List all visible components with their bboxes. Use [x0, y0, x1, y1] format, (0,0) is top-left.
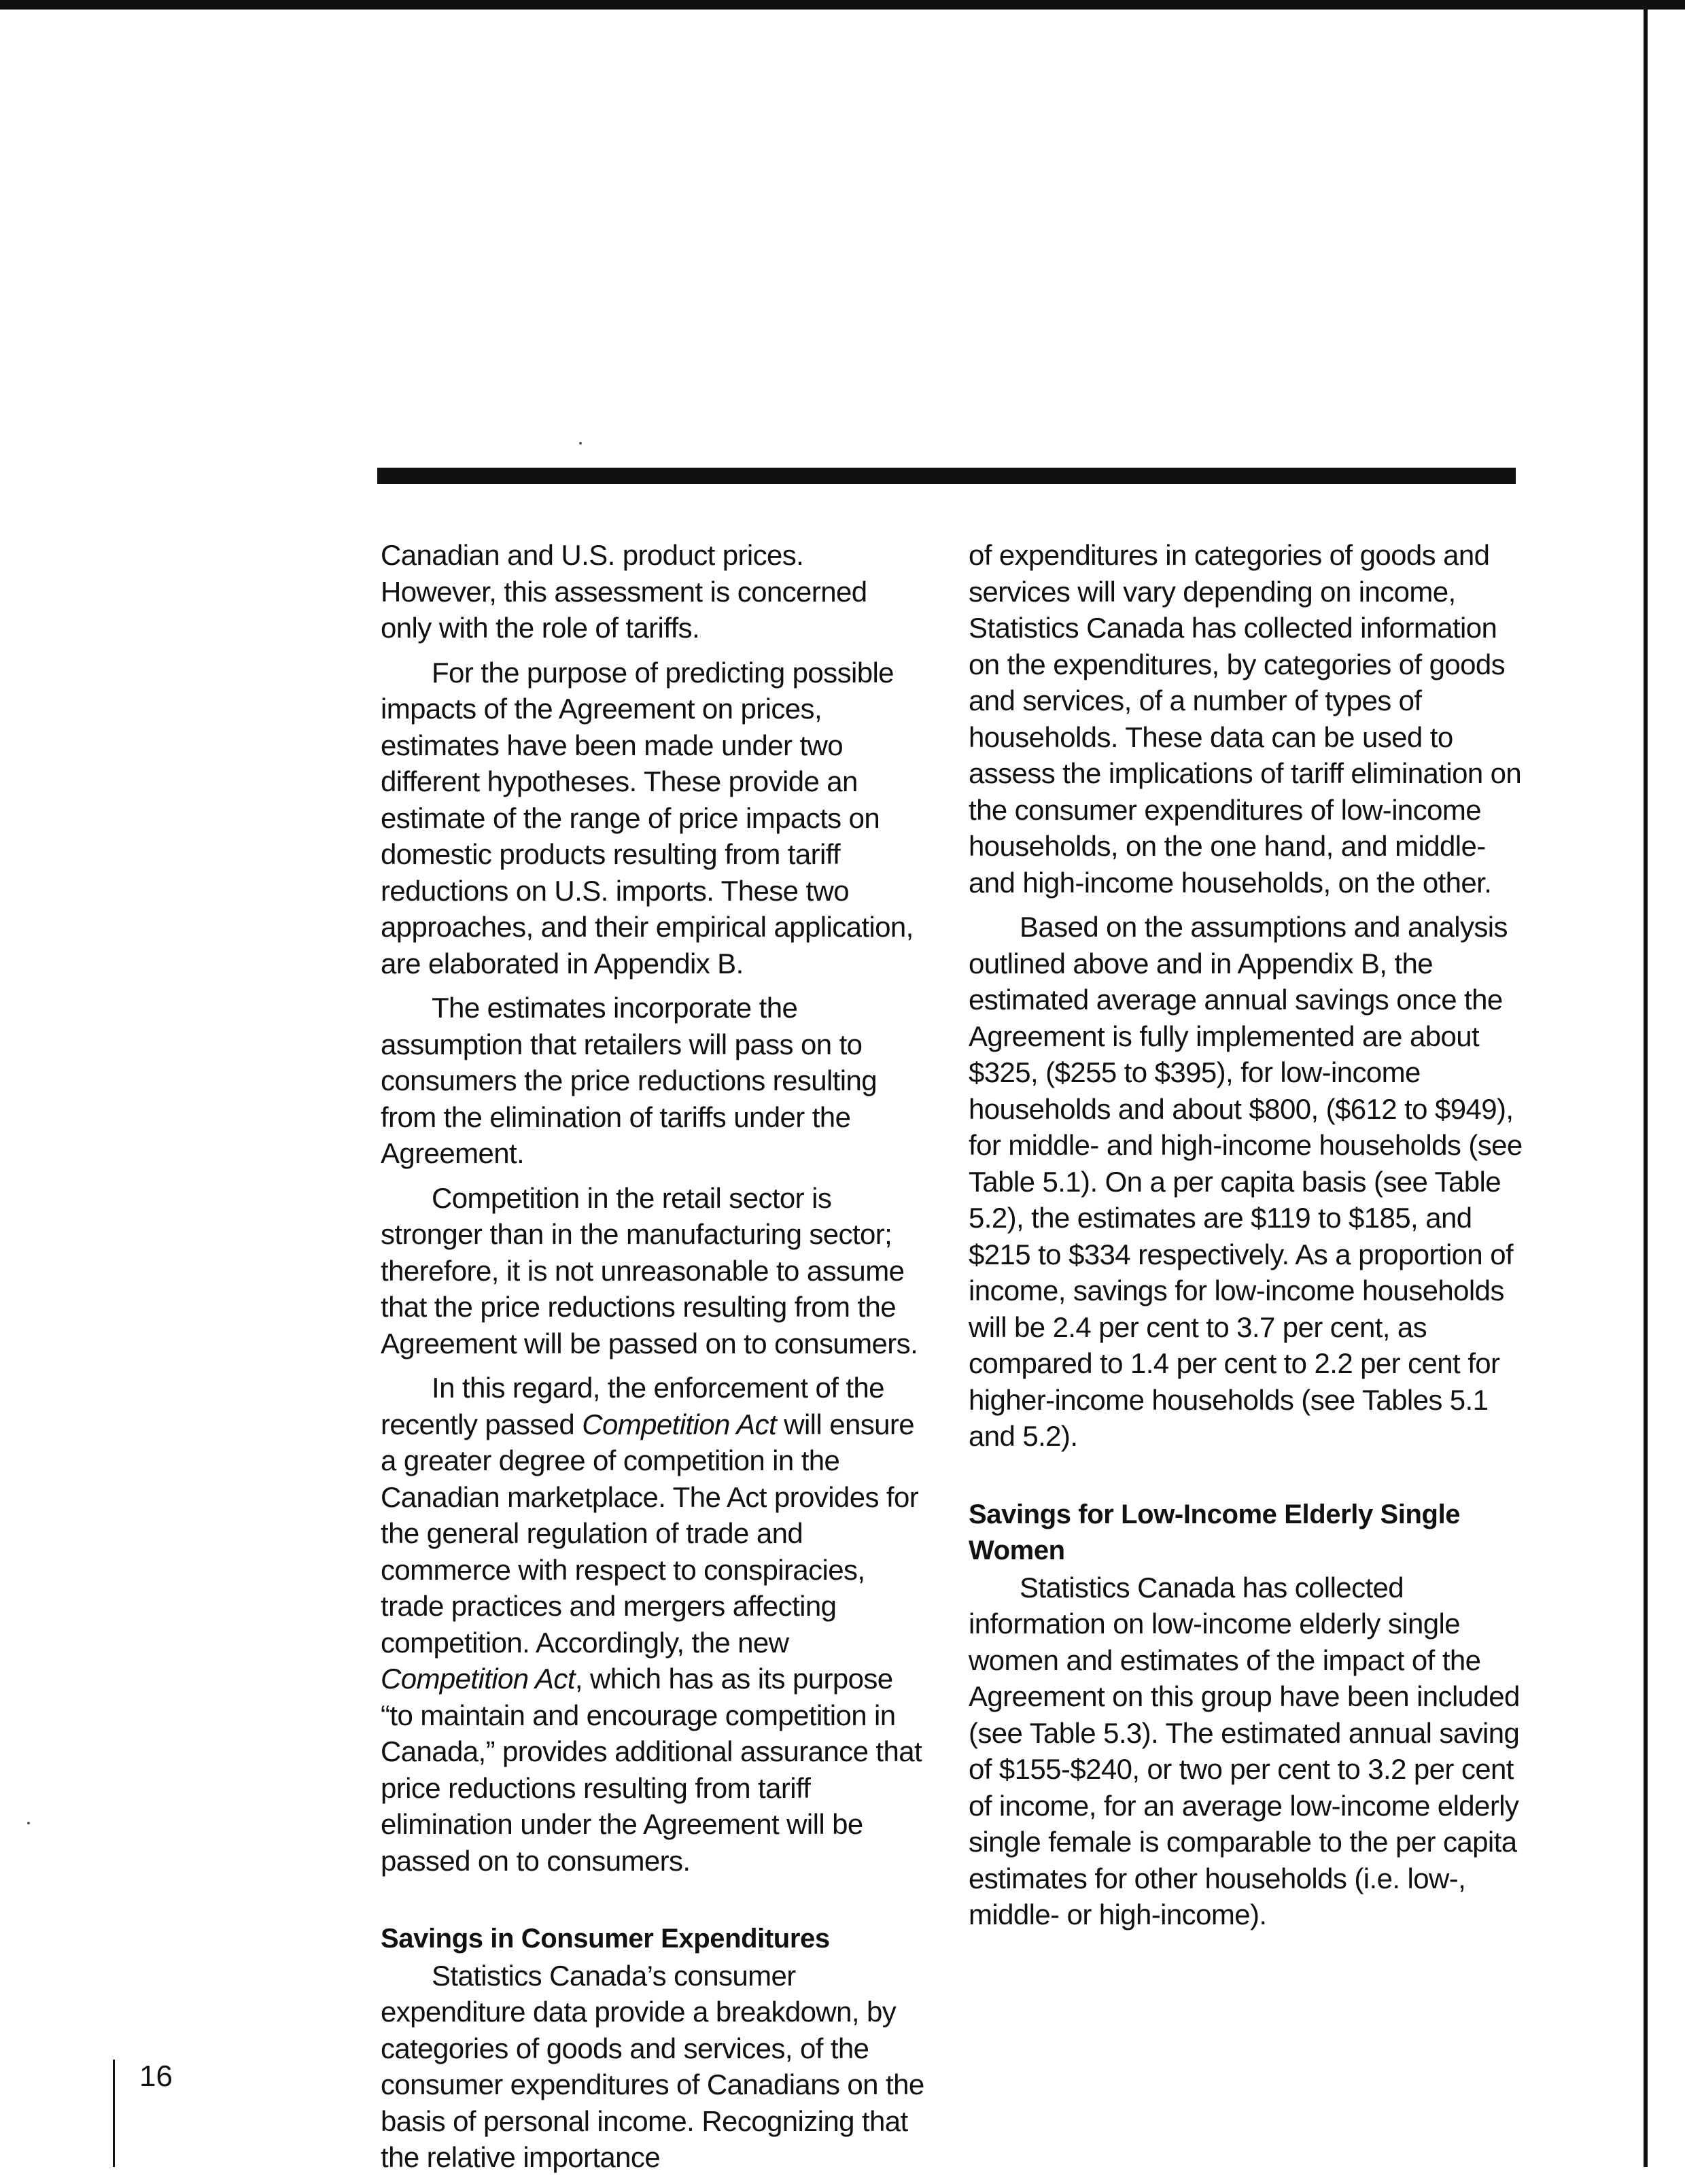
- paragraph: of expenditures in categories of goods and services will vary depending on income, Statistics Canada has collected information on the expenditures, by categories of goods and services, of a number of types of households. These data can be used to assess the implications of tariff elimination on the consumer expenditures of low-income households, on the one hand, and middle- and high-income households, on the other.: [969, 539, 1522, 899]
- act-title: Competition Act: [582, 1408, 777, 1440]
- paragraph: The estimates incorporate the assumption that retailers will pass on to consumers the price reductions resulting from the elimination of tariffs under the Agreement.: [381, 992, 878, 1169]
- section-heading: Savings in Consumer Expenditures: [381, 1924, 830, 1954]
- left-column: [381, 537, 924, 2184]
- scan-speck: [579, 442, 582, 445]
- paragraph: Statistics Canada has collected information on low-income elderly single women and estimates of the impact of the Agreement on this group have been included (see Table 5.3). The estimated annual saving of $155-$240, or two per cent to 3.2 per cent of income, for an average low-income elderly single female is comparable to the per capita estimates for other households (i.e. low-, middle- or high-income).: [969, 1571, 1520, 1930]
- text-run: , which has as its purpose “to maintain and encourage competition in Canada,” provides additional assurance that price reductions resulting from tariff elimination under the Agreement will be passed on to consumers.: [381, 1663, 922, 1877]
- paragraph: Based on the assumptions and analysis outlined above and in Appendix B, the estimated average annual savings once the Agreement is fully implemented are about $325, ($255 to $395), for low-income households and about $800, ($612 to $949), for middle- and high-income households (see Table 5.1). On a per capita basis (see Table 5.2), the estimates are $119 to $185, and $215 to $334 respectively. As a proportion of income, savings for low-income households will be 2.4 per cent to 3.7 per cent, as compared to 1.4 per cent to 2.2 per cent for higher-income households (see Tables 5.1 and 5.2).: [969, 911, 1523, 1452]
- section-rule: [377, 468, 1516, 484]
- paragraph: For the purpose of predicting possible impacts of the Agreement on prices, estimates have been made under two different hypotheses. These provide an estimate of the range of price impacts on domestic products resulting from tariff reductions on U.S. imports. These two approaches, and their empirical application, are elaborated in Appendix B.: [381, 656, 914, 980]
- text-run: In this regard, the enforcement of the recently passed: [381, 1372, 884, 1440]
- paragraph: Canadian and U.S. product prices. However, this assessment is concerned only with the role of tariffs.: [381, 539, 867, 644]
- paragraph: Statistics Canada’s consumer expenditure data provide a breakdown, by categories of goods and services, of the consumer expenditures of Canadians on the basis of personal income. Recognizing that the relative importance: [381, 1959, 924, 2173]
- right-column: [969, 537, 1526, 1941]
- paragraph: [381, 1370, 924, 1879]
- page-number: 16: [139, 2060, 173, 2093]
- margin-line: [113, 2060, 115, 2167]
- paragraph: Competition in the retail sector is stronger than in the manufacturing sector; therefore, it is not unreasonable to assume that the price reductions resulting from the Agreement will be passed on to consumers.: [381, 1181, 918, 1359]
- text-run: will ensure a greater degree of competition in the Canadian marketplace. The Act provides for the general regulation of trade and commerce with respect to conspiracies, trade practices and mergers affecting competition. Accordingly, the new: [381, 1408, 919, 1659]
- page-right-edge: [1644, 0, 1648, 2167]
- scan-speck: [27, 1822, 30, 1824]
- act-title: Competition Act: [381, 1663, 575, 1695]
- section-heading: Savings for Low-Income Elderly Single Women: [969, 1499, 1461, 1565]
- page-top-edge: [0, 0, 1685, 10]
